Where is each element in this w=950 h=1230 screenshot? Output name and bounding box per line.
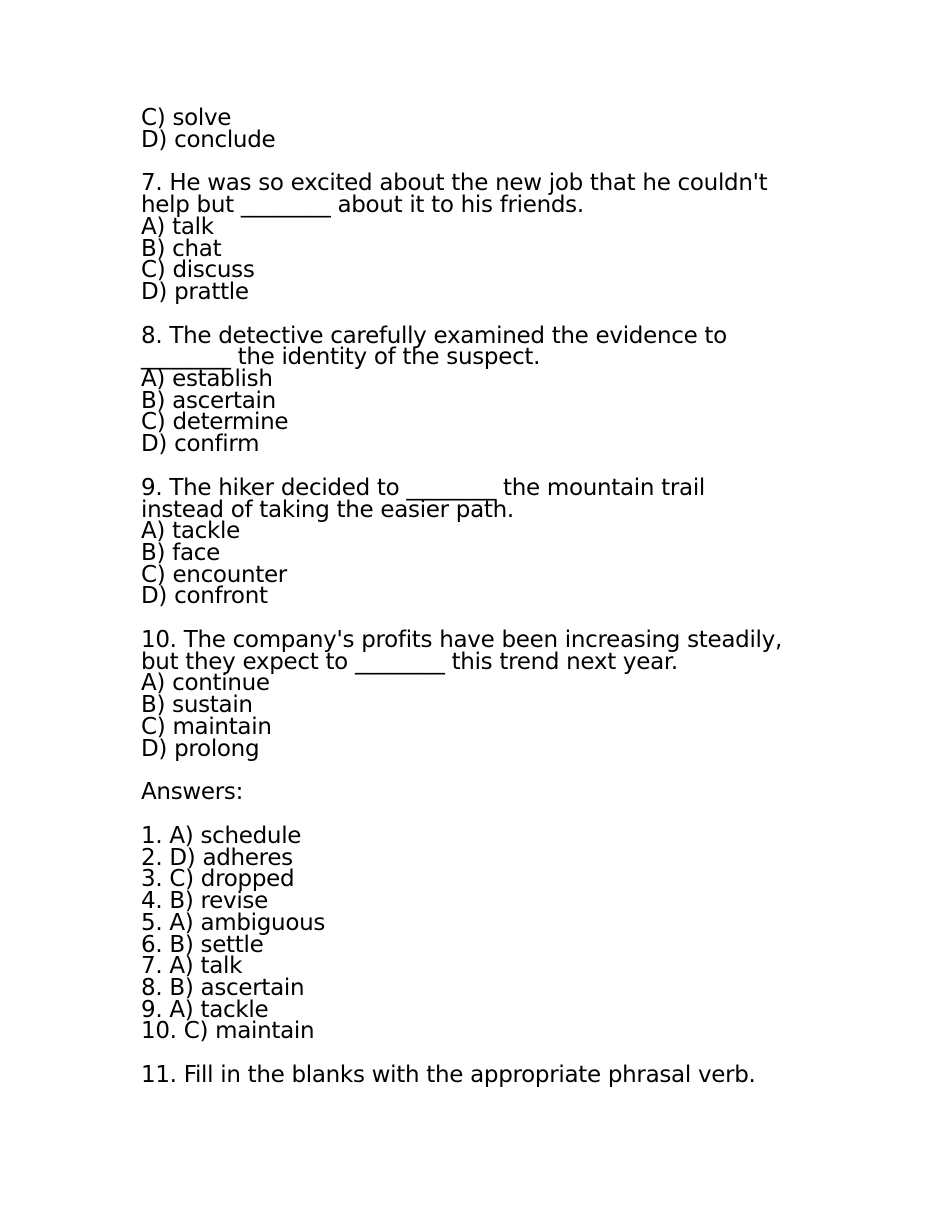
answer-item: 6. B) settle xyxy=(141,931,264,958)
option-c: C) determine xyxy=(141,409,289,436)
question-9 xyxy=(141,474,821,610)
answer-item: 9. A) tackle xyxy=(141,996,269,1023)
option-d: D) prolong xyxy=(141,735,260,762)
answers-heading: Answers: xyxy=(141,779,244,806)
option-c: C) solve xyxy=(141,105,232,131)
question-stem-line: but they expect to ________ this trend next year. xyxy=(141,648,678,675)
option-c: C) maintain xyxy=(141,713,272,740)
answer-item: 8. B) ascertain xyxy=(141,974,305,1001)
option-a: A) tackle xyxy=(141,518,240,545)
option-c: C) discuss xyxy=(141,257,255,284)
option-a: A) establish xyxy=(141,366,273,393)
question-stem-line: ________ the identity of the suspect. xyxy=(141,344,541,371)
page-content xyxy=(141,105,821,1089)
answer-item: 3. C) dropped xyxy=(141,866,295,893)
question-stem-line: 9. The hiker decided to ________ the mountain trail xyxy=(141,474,706,501)
option-a: A) talk xyxy=(141,213,214,240)
option-b: B) ascertain xyxy=(141,387,276,414)
answer-item: 5. A) ambiguous xyxy=(141,909,326,936)
answer-list xyxy=(141,822,821,1045)
option-d: D) confirm xyxy=(141,431,260,458)
option-a: A) continue xyxy=(141,670,270,697)
answer-item: 1. A) schedule xyxy=(141,822,302,849)
option-b: B) chat xyxy=(141,235,222,262)
answer-item: 10. C) maintain xyxy=(141,1018,315,1045)
question-stem-line: 10. The company's profits have been increasing steadily, xyxy=(141,627,782,654)
answer-item: 2. D) adheres xyxy=(141,844,293,871)
continued-options xyxy=(141,105,821,153)
question-11-prompt: 11. Fill in the blanks with the appropriate phrasal verb. xyxy=(141,1062,756,1089)
question-8 xyxy=(141,322,821,458)
option-b: B) face xyxy=(141,539,220,566)
option-d: D) confront xyxy=(141,583,268,610)
question-7 xyxy=(141,170,821,305)
option-d: D) prattle xyxy=(141,278,249,305)
question-stem-line: 8. The detective carefully examined the evidence to xyxy=(141,322,727,349)
option-d: D) conclude xyxy=(141,126,276,153)
question-10 xyxy=(141,627,821,762)
option-c: C) encounter xyxy=(141,561,287,588)
question-stem-line: help but ________ about it to his friends. xyxy=(141,192,584,219)
question-stem-line: instead of taking the easier path. xyxy=(141,496,514,523)
answer-item: 7. A) talk xyxy=(141,953,243,980)
option-b: B) sustain xyxy=(141,692,253,719)
answer-item: 4. B) revise xyxy=(141,888,268,915)
question-stem-line: 7. He was so excited about the new job that he couldn't xyxy=(141,170,768,197)
